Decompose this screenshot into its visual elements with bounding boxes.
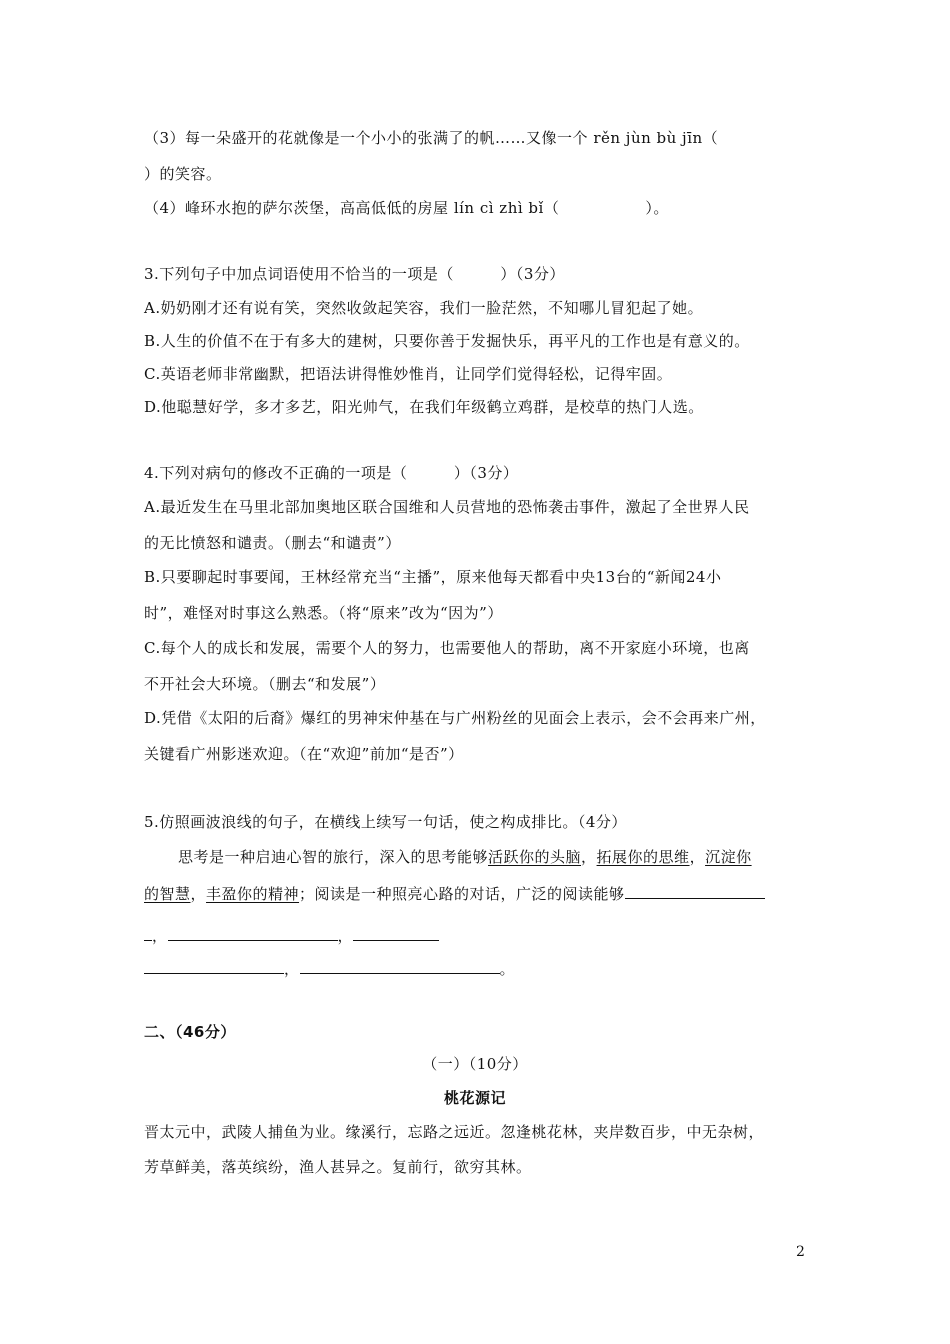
q5-comma: ， [581, 848, 597, 866]
q4-stem: 4.下列对病句的修改不正确的一项是（ ）（3分） [144, 464, 519, 482]
q5-comma: ， [337, 927, 354, 945]
passage-title: 桃花源记 [443, 1089, 506, 1107]
q4-option-d-line2: 关键看广州影迷欢迎。（在“欢迎”前加“是否”） [144, 745, 464, 763]
passage-line-2: 芳草鲜美，落英缤纷，渔人甚异之。复前行，欲穷其林。 [144, 1158, 532, 1176]
q3-option-b: B.人生的价值不在于有多大的建树，只要你善于发掘快乐，再平凡的工作也是有意义的。 [144, 332, 750, 350]
q5-comma: ， [190, 885, 207, 903]
q5-stem: 5.仿照画波浪线的句子，在横线上续写一句话，使之构成排比。（4分） [144, 813, 627, 831]
q3-option-a: A.奶奶刚才还有说有笑，突然收敛起笑容，我们一脸茫然，不知哪儿冒犯起了她。 [144, 299, 704, 317]
q5-answer-blank-1b[interactable] [144, 924, 152, 941]
q2-item4-line [144, 198, 669, 218]
q3-option-d: D.他聪慧好学，多才多艺，阳光帅气，在我们年级鹤立鸡群，是校草的热门人选。 [144, 398, 704, 416]
q5-answer-blank-2[interactable] [168, 924, 338, 941]
q4-option-c-line2: 不开社会大环境。（删去“和发展”） [144, 675, 386, 693]
q5-answer-blank-1[interactable] [625, 882, 765, 899]
q5-answer-line1 [144, 924, 439, 946]
q2-item3-line2 [144, 164, 222, 184]
q5-text-2: ；阅读是一种照亮心路的对话，广泛的阅读能够 [299, 885, 625, 903]
q2-item4-text: （4）峰环水抱的萨尔茨堡，高高低低的房屋 lín cì zhì bǐ（ [144, 199, 560, 217]
q5-wavy-phrase-2: 拓展你的思维 [596, 848, 690, 866]
section-heading: 二、（46分） [144, 1023, 236, 1041]
q3-option-c: C.英语老师非常幽默，把语法讲得惟妙惟肖，让同学们觉得轻松，记得牢固。 [144, 365, 673, 383]
q4-option-a-line1: A.最近发生在马里北部加奥地区联合国维和人员营地的恐怖袭击事件，激起了全世界人民 [144, 498, 750, 516]
q2-item3-text: （3）每一朵盛开的花就像是一个小小的张满了的帆……又像一个 rěn jùn bù jīn（ [144, 129, 719, 147]
q5-wavy-phrase-1: 活跃你的头脑 [488, 848, 582, 866]
q4-option-a-line2: 的无比愤怒和谴责。（删去“和谴责”） [144, 534, 401, 552]
q5-text: 思考是一种启迪心智的旅行，深入的思考能够 [178, 848, 489, 866]
q5-paragraph-line2 [144, 882, 765, 904]
q4-option-c-line1: C.每个人的成长和发展，需要个人的努力，也需要他人的帮助，离不开家庭小环境，也离 [144, 639, 750, 657]
q4-option-d-line1: D.凭借《太阳的后裔》爆红的男神宋仲基在与广州粉丝的见面会上表示，会不会再来广州， [144, 709, 766, 727]
q5-comma: ， [284, 960, 300, 978]
q2-item3-text-end: ）的笑容。 [144, 165, 222, 183]
q5-answer-blank-3[interactable] [353, 924, 439, 941]
q5-period: 。 [499, 960, 516, 978]
q3-stem: 3.下列句子中加点词语使用不恰当的一项是（ ）（3分） [144, 265, 565, 283]
q5-wavy-phrase-3a: 沉淀你 [705, 848, 752, 866]
q5-comma: ， [152, 927, 168, 945]
subsection-heading: （一）（10分） [422, 1055, 528, 1073]
q5-answer-blank-3b[interactable] [144, 957, 284, 974]
q5-paragraph-line1 [178, 847, 752, 867]
q5-comma: ， [689, 848, 706, 866]
q5-answer-line2 [144, 957, 515, 979]
q5-answer-blank-4[interactable] [300, 957, 500, 974]
q4-option-b-line2: 时”，难怪对时事这么熟悉。（将“原来”改为“因为”） [144, 604, 503, 622]
q5-wavy-phrase-3b: 的智慧 [144, 885, 191, 903]
q5-wavy-phrase-4: 丰盈你的精神 [206, 885, 300, 903]
q2-item3-line1 [144, 128, 718, 148]
q4-option-b-line1: B.只要聊起时事要闻，王林经常充当“主播”，原来他每天都看中央13台的“新闻24小 [144, 568, 722, 586]
page-number: 2 [796, 1244, 805, 1260]
q2-item4-end: ）。 [645, 199, 669, 217]
passage-line-1: 晋太元中，武陵人捕鱼为业。缘溪行，忘路之远近。忽逢桃花林，夹岸数百步，中无杂树， [144, 1123, 765, 1141]
